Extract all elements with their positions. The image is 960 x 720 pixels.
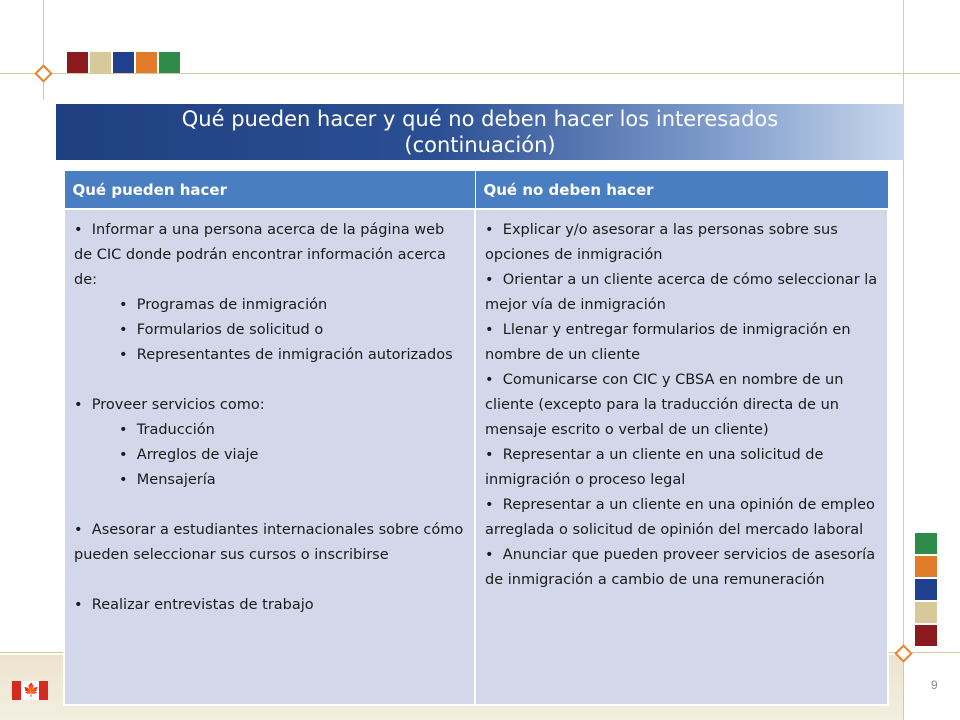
square-maroon <box>67 52 88 73</box>
list-item: • Orientar a un cliente acerca de cómo seleccionar la mejor vía de inmigración <box>485 268 878 318</box>
slide-title-line2: (continuación) <box>404 133 556 157</box>
square-green <box>915 533 937 554</box>
list-item: • Explicar y/o asesorar a las personas sobre sus opciones de inmigración <box>485 218 878 268</box>
square-tan <box>915 602 937 623</box>
square-maroon <box>915 625 937 646</box>
square-navy <box>113 52 134 73</box>
canada-flag-icon: 🍁 <box>12 681 48 700</box>
square-navy <box>915 579 937 600</box>
list-item: • Llenar y entregar formularios de inmigración en nombre de un cliente <box>485 318 878 368</box>
list-item: • Representantes de inmigración autorizados <box>119 343 465 368</box>
header-can-do: Qué pueden hacer <box>64 171 475 210</box>
list-item: • Comunicarse con CIC y CBSA en nombre de un cliente (excepto para la traducción directa de un mensaje escrito o verbal de un cliente) <box>485 368 878 443</box>
square-orange <box>915 556 937 577</box>
list-item: • Traducción <box>119 418 465 443</box>
square-green <box>159 52 180 73</box>
list-item: • Realizar entrevistas de trabajo <box>74 593 465 618</box>
slide-number: 9 <box>931 678 938 692</box>
list-item: • Programas de inmigración <box>119 293 465 318</box>
comparison-table <box>63 170 889 706</box>
frame-line-top <box>0 73 960 74</box>
list-item: • Informar a una persona acerca de la página web de CIC donde podrán encontrar información acerca de: • Programas de inmigración • Formularios de solicitud o • Representantes de inmigración autorizados <box>74 218 465 368</box>
list-item: • Proveer servicios como: • Traducción • Arreglos de viaje • Mensajería <box>74 393 465 493</box>
color-squares-top <box>67 52 180 73</box>
square-orange <box>136 52 157 73</box>
list-item: • Formularios de solicitud o <box>119 318 465 343</box>
cannot-do-cell <box>475 209 888 705</box>
list-item: • Mensajería <box>119 468 465 493</box>
list-item: • Representar a un cliente en una solicitud de inmigración o proceso legal <box>485 443 878 493</box>
list-item: • Representar a un cliente en una opinión de empleo arreglada o solicitud de opinión del mercado laboral <box>485 493 878 543</box>
square-tan <box>90 52 111 73</box>
header-cannot-do: Qué no deben hacer <box>475 171 888 210</box>
list-item: • Arreglos de viaje <box>119 443 465 468</box>
list-item: • Anunciar que pueden proveer servicios de asesoría de inmigración a cambio de una remuneración <box>485 543 878 593</box>
frame-line-left <box>43 0 44 100</box>
slide-title-line1: Qué pueden hacer y qué no deben hacer los interesados <box>181 107 779 131</box>
can-do-cell <box>64 209 475 705</box>
color-squares-right <box>915 533 937 646</box>
diamond-ornament-top <box>34 64 52 82</box>
slide-title-bar <box>56 104 904 160</box>
list-item: • Asesorar a estudiantes internacionales sobre cómo pueden seleccionar sus cursos o inscribirse <box>74 518 465 568</box>
